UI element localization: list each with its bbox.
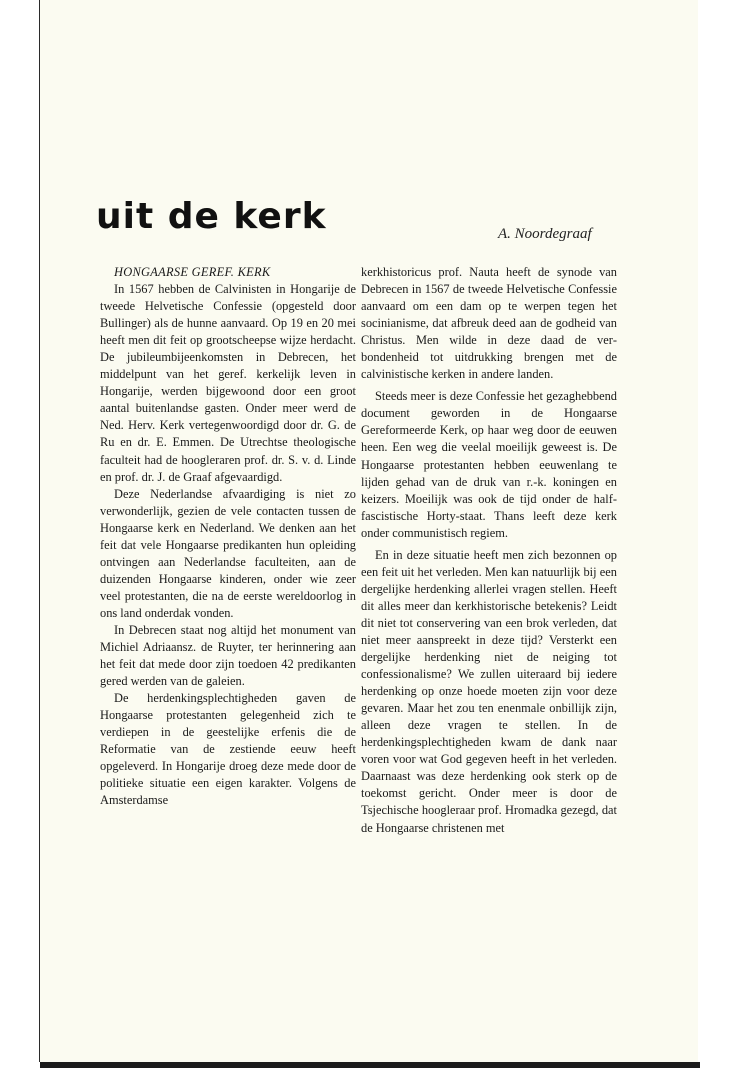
left-column xyxy=(100,264,356,810)
paragraph: En in deze situatie heeft men zich bezonnen op een feit uit het verleden. Men kan natuurlijk bij een dergelijke herdenking allerlei vragen stellen. Heeft dit alles meer dan kerkhistorische betekenis? Leidt dit niet tot conservering van een brok verleden, dat niet meer aanspreekt in deze tijd? Versterkt een dergelijke herdenking niet de neiging tot confessionalisme? We zullen uiteraard bij iedere herdenking op onze hoede moeten zijn voor deze gevaren. Maar het zou ten enenmale onbillijk zijn, alleen deze vragen te stellen. In de herdenkingsplechtigheden kwam de dank naar voren voor wat God gegeven heeft in het verleden. Daarnaast was deze herdenking ook sterk op de toekomst gericht. Onder meer is door de Tsjechische hoogleraar prof. Hromadka gezegd, dat de Hongaarse christenen met xyxy=(361,547,617,835)
paragraph: Steeds meer is deze Confessie het gezaghebbend document geworden in de Hongaarse Gereformeerde Kerk, op haar weg door de eeuwen heen. Een weg die veelal moeilijk geweest is. De Hongaarse protestanten hebben eeuwenlang te lijden gehad van de druk van r.-k. koningen en keizers. Moeilijk was ook de tijd onder de half-fascistische Horty-staat. Thans leeft deze kerk onder communistisch regiem. xyxy=(361,389,617,540)
section-heading: HONGAARSE GEREF. KERK xyxy=(114,265,271,279)
paragraph: kerkhistoricus prof. Nauta heeft de synode van Debrecen in 1567 de tweede Helvetische Confessie aanvaard om een dam op te werpen tegen het socinianisme, dat afbreuk deed aan de godheid van Christus. Men wilde in deze daad de verbondenheid tot uitdrukking brengen met de calvinistische kerken in andere landen. xyxy=(361,265,617,382)
paragraph: Deze Nederlandse afvaardiging is niet zo verwonderlijk, gezien de vele contacten tussen de Hongaarse kerk en Nederland. We denken aan het feit dat vele Hongaarse predikanten hun opleiding ontvingen aan Nederlandse faculteiten, aan de duizenden Hongaarse kinderen, onder wie zeer veel protestanten, die na de eerste wereldoorlog in ons land onderdak vonden. xyxy=(100,486,356,620)
paragraph: In 1567 hebben de Calvinisten in Hongarije de tweede Helvetische Confessie (opgesteld door Bullinger) als de hunne aanvaard. Op 19 en 20 mei heeft men dit feit op grootscheepse wijze herdacht. De jubileumbijeenkomsten in Debrecen, het middelpunt van het geref. kerkelijk leven in Hongarije, werden bijgewoond door een groot aantal buitenlandse gasten. Onder meer werd de Ned. Herv. Kerk vertegenwoordigd door dr. G. de Ru en dr. E. Emmen. De Utrechtse theologische faculteit had de hoogleraren prof. dr. S. v. d. Linde en prof. dr. J. de Graaf afgevaardigd. xyxy=(100,282,356,484)
page-bottom-edge xyxy=(40,1062,700,1068)
author-name: A. Noordegraaf xyxy=(498,226,592,242)
right-column xyxy=(361,264,617,837)
section-title: uit de kerk xyxy=(96,196,327,237)
paragraph: In Debrecen staat nog altijd het monument van Michiel Adriaansz. de Ruyter, ter herinnering aan het feit dat mede door zijn toedoen 42 predikanten gered werden van de galeien. xyxy=(100,622,356,689)
paragraph: De herdenkingsplechtigheden gaven de Hongaarse protestanten gelegenheid zich te verdiepen in de geestelijke erfenis die de Reformatie van de zestiende eeuw heeft opgeleverd. In Hongarije droeg deze mede door de politieke situatie een eigen karakter. Volgens de Amsterdamse xyxy=(100,691,356,808)
